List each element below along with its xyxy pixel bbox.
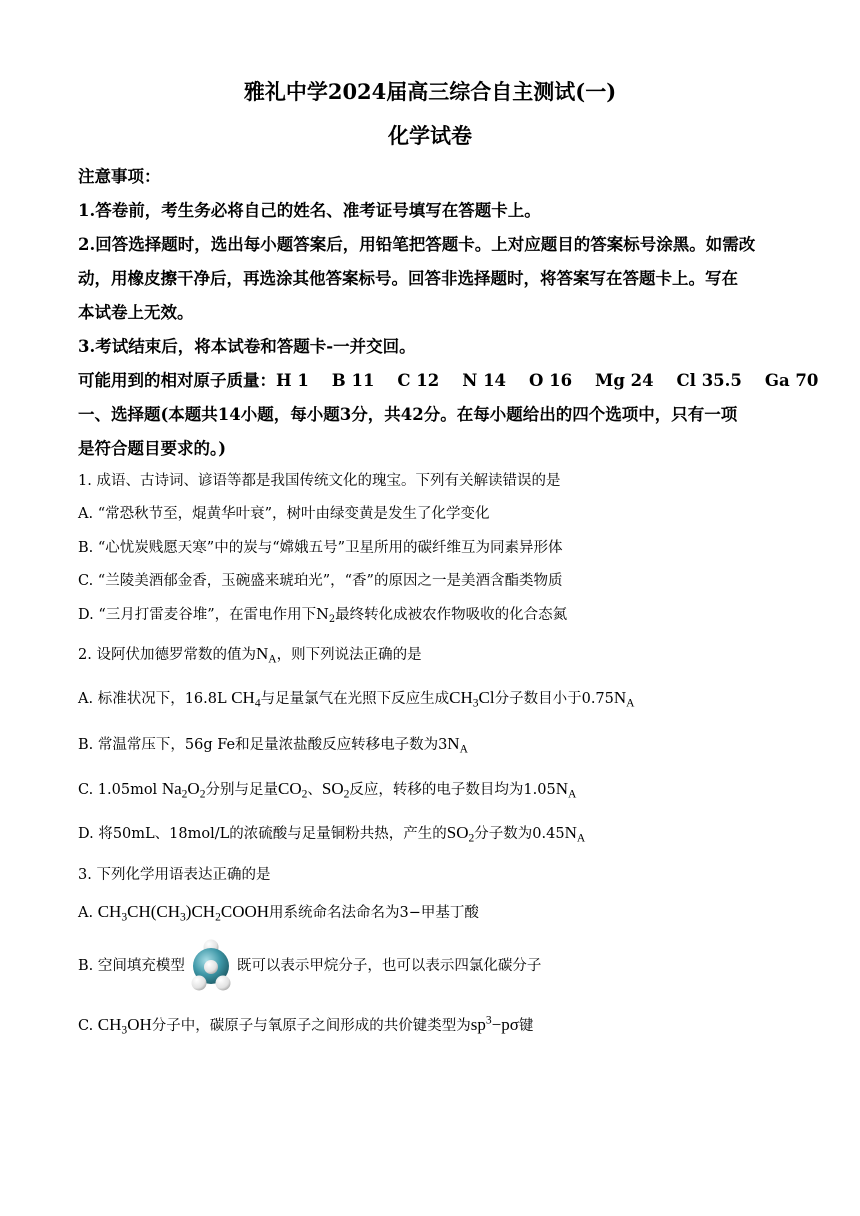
note-2-line-2: 动，用橡皮擦干净后，再选涂其他答案标号。回答非选择题时，将答案写在答题卡上。写在 [78, 269, 738, 288]
q1-stem: 1. 成语、古诗词、谚语等都是我国传统文化的瑰宝。下列有关解读错误的是 [78, 473, 561, 489]
q1-option-b: B. “心忧炭贱愿天寒”中的炭与“嫦娥五号”卫星所用的碳纤维互为同素异形体 [78, 540, 563, 556]
note-2-line-3: 本试卷上无效。 [78, 303, 194, 322]
q2-option-a: A. 标准状况下，16.8L $CH_4$与足量氯气在光照下反应生成$CH_3Cl$分子数目小于$0.75N_A$ [78, 688, 635, 710]
q1-option-d: D. “三月打雷麦谷堆”，在雷电作用下$N_2$最终转化成被农作物吸收的化合态氮 [78, 607, 568, 625]
note-2-line-1: 2.回答选择题时，选出每小题答案后，用铅笔把答题卡。上对应题目的答案标号涂黑。如需改 [78, 235, 756, 254]
section-1-line-1: 一、选择题(本题共14小题，每小题3分，共42分。在每小题给出的四个选项中，只有一项 [78, 405, 738, 424]
q2-stem: 2. 设阿伏加德罗常数的值为$N_A$，则下列说法正确的是 [78, 644, 422, 666]
exam-title: 雅礼中学2024届高三综合自主测试(一) [243, 79, 617, 104]
q2-option-d: D. 将50mL、18mol/L的浓硫酸与足量铜粉共热，产生的$SO_2$分子数为$0.45N_A$ [78, 823, 586, 845]
q3-stem: 3. 下列化学用语表达正确的是 [78, 867, 271, 883]
methane-space-filling-model-icon [187, 939, 235, 993]
notes-heading: 注意事项： [78, 167, 161, 186]
q3-option-b: B. 空间填充模型 既可以表示甲烷分子，也可以表示四氯化碳分子 [78, 939, 541, 993]
q1-option-a: A. “常恐秋节至，焜黄华叶衰”，树叶由绿变黄是发生了化学变化 [78, 506, 490, 522]
atomic-masses: 可能用到的相对原子质量：H 1 B 11 C 12 N 14 O 16 Mg 24 Cl 35.5 Ga 70 [78, 371, 819, 390]
q2-option-c: C. 1.05mol $Na_2O_2$分别与足量$CO_2$、$SO_2$反应，转移的电子数目均为$1.05N_A$ [78, 779, 577, 801]
section-1-line-2: 是符合题目要求的。) [78, 439, 227, 458]
exam-subtitle: 化学试卷 [388, 123, 472, 148]
q3-option-c: C. $CH_3OH$分子中，碳原子与氧原子之间形成的共价键类型为$sp^3-p\sigma$键 [78, 1013, 534, 1037]
q3-option-a: A. $CH_3CH(CH_3)CH_2COOH$用系统命名法命名为3−甲基丁酸 [78, 902, 479, 924]
note-1: 1.答卷前，考生务必将自己的姓名、准考证号填写在答题卡上。 [78, 201, 541, 220]
q1-option-c: C. “兰陵美酒郁金香，玉碗盛来琥珀光”，“香”的原因之一是美酒含酯类物质 [78, 573, 563, 589]
q2-option-b: B. 常温常压下，56g Fe和足量浓盐酸反应转移电子数为$3N_A$ [78, 734, 468, 756]
note-3: 3.考试结束后，将本试卷和答题卡-一并交回。 [78, 337, 416, 356]
